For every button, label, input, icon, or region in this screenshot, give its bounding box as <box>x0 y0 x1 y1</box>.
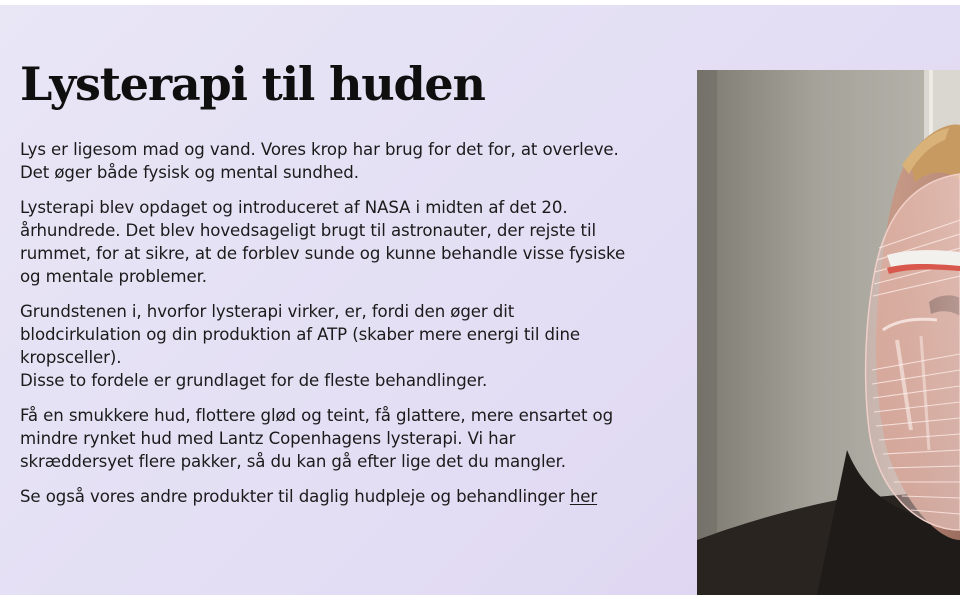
page-title: Lysterapi til huden <box>20 57 485 111</box>
main-content <box>20 52 630 520</box>
benefits-paragraph <box>20 300 630 392</box>
paragraph-line: Disse to fordele er grundlaget for de fleste behandlinger. <box>20 371 488 390</box>
paragraph-line: Få en smukkere hud, flottere glød og teint, få glattere, mere ensartet og <box>20 406 614 425</box>
top-divider <box>0 0 960 5</box>
paragraph-line: og mentale problemer. <box>20 267 207 286</box>
paragraph-line: århundrede. Det blev hovedsageligt brugt til astronauter, der rejste til <box>20 221 596 240</box>
paragraph-line: Lys er ligesom mad og vand. Vores krop har brug for det for, at overleve. <box>20 140 619 159</box>
light-therapy-mask-photo <box>697 70 960 595</box>
paragraph-line: Det øger både fysisk og mental sundhed. <box>20 163 359 182</box>
history-paragraph <box>20 196 630 288</box>
paragraph-line: rummet, for at sikre, at de forblev sunde og kunne behandle visse fysiske <box>20 244 626 263</box>
paragraph-line: Grundstenen i, hvorfor lysterapi virker, er, fordi den øger dit <box>20 302 515 321</box>
paragraph-line: skræddersyet flere pakker, så du kan gå efter lige det du mangler. <box>20 452 566 471</box>
products-link[interactable]: her <box>569 487 598 506</box>
paragraph-line: kropsceller). <box>20 348 122 367</box>
intro-paragraph <box>20 138 630 184</box>
photo-illustration <box>697 70 960 595</box>
paragraph-line: blodcirkulation og din produktion af ATP (skaber mere energi til dine <box>20 325 580 344</box>
closing-paragraph <box>20 485 630 508</box>
paragraph-line: mindre rynket hud med Lantz Copenhagens lysterapi. Vi har <box>20 429 516 448</box>
closing-text: Se også vores andre produkter til daglig hudpleje og behandlinger <box>20 487 570 506</box>
packages-paragraph <box>20 404 630 473</box>
paragraph-line: Lysterapi blev opdaget og introduceret af NASA i midten af det 20. <box>20 198 568 217</box>
